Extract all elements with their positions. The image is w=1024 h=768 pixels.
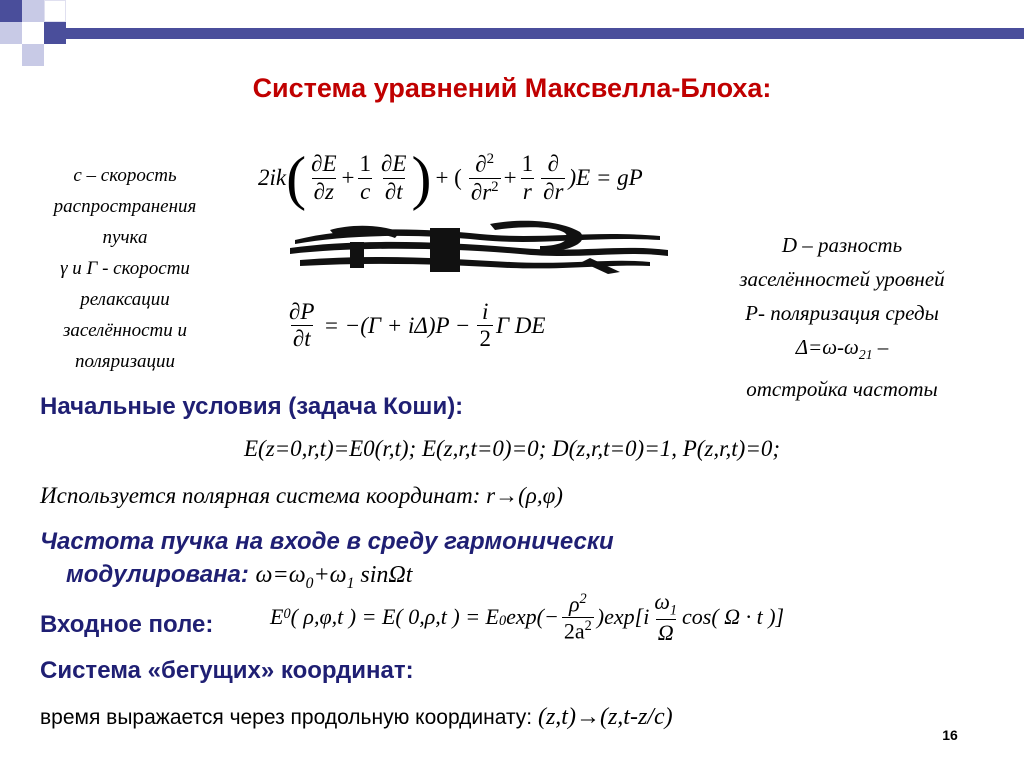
- eq-symbol: E: [392, 151, 407, 177]
- page-number: 16: [942, 727, 958, 743]
- left-note-line: релаксации: [80, 289, 170, 310]
- eq-rhs: )E = gP: [568, 165, 643, 190]
- subscript: 1: [669, 602, 678, 619]
- eq-symbol: E: [322, 151, 337, 177]
- dash: –: [872, 335, 889, 359]
- left-note-line: заселённости и: [62, 320, 188, 341]
- right-note-line: D – разность: [781, 233, 903, 257]
- eq-operator: + (: [435, 165, 462, 190]
- right-note-line: отстройка частоты: [746, 377, 938, 402]
- header-bar: [66, 28, 1024, 39]
- left-note-line: поляризации: [74, 351, 176, 372]
- eq-symbol: r: [482, 179, 492, 205]
- polar-coordinates-note: Используется полярная система координат: r→(ρ,φ): [40, 483, 563, 508]
- right-paren: ): [411, 145, 432, 211]
- corner-square: [22, 22, 44, 44]
- time-expression-line: [40, 704, 673, 731]
- plus-sign: +: [341, 165, 355, 190]
- eq-symbol: 1: [521, 151, 534, 177]
- fraction: [287, 300, 316, 351]
- partial-symbol: ∂: [475, 151, 487, 177]
- eq-symbol: E: [270, 604, 284, 630]
- exponent: 2: [486, 150, 495, 167]
- fraction: [652, 590, 679, 644]
- polarization-equation: [284, 300, 545, 351]
- eq-symbol: i: [482, 299, 489, 324]
- eq-symbol: r: [522, 178, 532, 204]
- partial-symbol: ∂: [381, 151, 393, 177]
- partial-symbol: ∂: [384, 178, 397, 204]
- eq-part: exp(−: [506, 604, 559, 630]
- corner-square: [0, 22, 22, 44]
- time-formula: (z,t)→(z,t-z/c): [537, 704, 673, 730]
- eq-part: cos( Ω · t )]: [682, 604, 785, 630]
- left-note-line: пучка: [102, 227, 148, 248]
- formula-part: sinΩt: [354, 562, 413, 588]
- garbled-equation-image: [290, 218, 670, 276]
- eq-symbol: t: [304, 326, 311, 352]
- left-paren: (: [286, 145, 307, 211]
- eq-symbol: r: [554, 178, 564, 204]
- fraction: [309, 152, 338, 203]
- fraction: [562, 592, 594, 642]
- corner-square: [0, 0, 22, 22]
- left-note-line: распространения: [53, 196, 197, 217]
- left-note-line: γ и Γ - скорости: [60, 258, 190, 279]
- exponent: 2: [491, 178, 499, 195]
- subscript: 0: [305, 574, 314, 592]
- moving-coordinates-heading: Система «бегущих» координат:: [40, 657, 414, 684]
- formula-part: +ω: [313, 562, 347, 588]
- fraction: [469, 152, 501, 205]
- partial-symbol: ∂: [470, 179, 483, 205]
- partial-symbol: ∂: [543, 178, 555, 204]
- partial-symbol: ∂: [311, 151, 323, 177]
- subscript: 1: [346, 574, 355, 592]
- detuning-formula: Δ=ω-ω: [795, 335, 859, 359]
- superscript: 0: [283, 606, 291, 622]
- corner-square: [44, 22, 66, 44]
- eq-symbol: 2a: [563, 618, 585, 644]
- formula-part: ω=ω: [255, 562, 306, 588]
- fraction: [477, 300, 493, 351]
- left-note: [20, 160, 230, 377]
- eq-middle: = −(Γ + iΔ)P −: [323, 312, 471, 338]
- input-field-equation: [270, 590, 784, 644]
- partial-symbol: ∂: [313, 178, 326, 204]
- fraction: [520, 152, 536, 203]
- eq-symbol: 2: [479, 326, 491, 352]
- frequency-line-1: Частота пучка на входе в среду гармонически: [40, 528, 614, 555]
- eq-symbol: Ω: [657, 620, 674, 646]
- eq-tail: Γ DE: [495, 312, 546, 338]
- frequency-label: модулирована:: [66, 561, 256, 588]
- initial-conditions-heading: Начальные условия (задача Коши):: [40, 393, 464, 420]
- initial-conditions: E(z=0,r,t)=E0(r,t); E(z,r,t=0)=0; D(z,r,t=0)=1, P(z,r,t)=0;: [243, 436, 781, 461]
- subscript: 0: [499, 613, 507, 630]
- eq-symbol: ρ: [568, 591, 580, 617]
- corner-square: [22, 0, 44, 22]
- eq-symbol: P: [300, 299, 315, 324]
- frequency-line-2: [66, 561, 412, 593]
- input-field-label: Входное поле:: [40, 611, 214, 638]
- eq-symbol: 1: [359, 151, 372, 177]
- fraction: [379, 152, 408, 203]
- corner-square: [22, 44, 44, 66]
- eq-part: )exp[i: [596, 604, 650, 630]
- eq-symbol: t: [396, 178, 403, 204]
- subscript: 21: [858, 347, 873, 363]
- eq-part: ( ρ,φ,t ) = E( 0,ρ,t ) = E: [290, 604, 499, 630]
- plus-sign: +: [503, 165, 517, 190]
- partial-symbol: ∂: [292, 326, 305, 352]
- slide-title: Система уравнений Максвелла-Блоха:: [252, 73, 772, 103]
- time-expression-text: время выражается через продольную координату:: [40, 706, 538, 729]
- partial-symbol: ∂: [547, 151, 559, 177]
- superscript: 2: [579, 591, 587, 608]
- superscript: 2: [584, 617, 592, 634]
- eq-symbol: c: [360, 178, 371, 204]
- eq-symbol: ω: [654, 589, 670, 614]
- partial-symbol: ∂: [289, 299, 301, 324]
- eq1-lead: 2ik: [258, 165, 287, 190]
- right-note: [682, 228, 1002, 406]
- corner-square: [44, 0, 66, 22]
- frequency-formula: [255, 562, 413, 592]
- fraction: [541, 152, 565, 203]
- left-note-line: c – скорость: [73, 165, 177, 186]
- wave-equation: [258, 145, 643, 211]
- fraction: [358, 152, 374, 203]
- right-note-line: заселённостей уровней: [739, 267, 945, 291]
- right-note-line: [682, 330, 1002, 372]
- right-note-line: P- поляризация среды: [745, 301, 939, 325]
- eq-symbol: z: [325, 178, 334, 204]
